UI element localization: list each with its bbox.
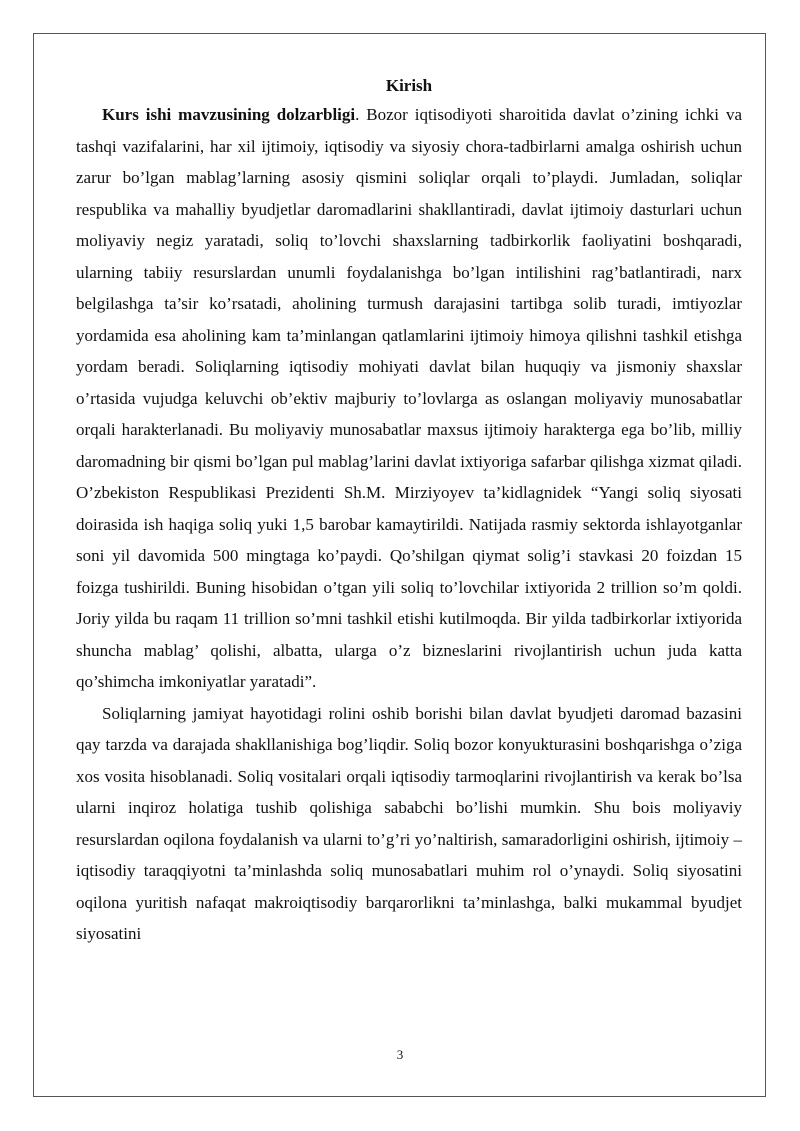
paragraph-1-text: . Bozor iqtisodiyoti sharoitida davlat o’zining ichki va tashqi vazifalarini, har xil ijtimoiy, iqtisodiy va siyosiy chora-tadbirlarni amalga oshirish uchun zarur bo’lgan mablag’larning asosiy qismini soliqlar orqali to’playdi. Jumladan, soliqlar respublika va mahalliy byudjetlar daromadlarini shakllantiradi, davlat ijtimoiy dasturlari uchun moliyaviy negiz yaratadi, soliq to’lovchi shaxslarning tadbirkorlik faoliyatini boshqaradi, ularning tabiiy resurslardan unumli foydalanishga bo’lgan intilishini rag’batlantiradi, narx belgilashga ta’sir ko’rsatadi, aholining turmush darajasini tartibga solib turadi, imtiyozlar yordamida esa aholining kam ta’minlangan qatlamlarini ijtimoiy himoya qilishni tashkil etishga yordam beradi. Soliqlarning iqtisodiy mohiyati davlat bilan huquqiy va jismoniy shaxslar o’rtasida vujudga keluvchi ob’ektiv majburiy to’lovlarga as oslangan moliyaviy munosabatlar orqali harakterlanadi. Bu moliyaviy munosabatlar maxsus ijtimoiy harakterga ega bo’lib, milliy daromadning bir qismi bo’lgan pul mablag’larini davlat ixtiyoriga safarbar qilishga xizmat qiladi. O’zbekiston Respublikasi Prezidenti Sh.M. Mirziyoyev ta’kidlagnidek “Yangi soliq siyosati doirasida ish haqiga soliq yuki 1,5 barobar kamaytirildi. Natijada rasmiy sektorda ishlayotganlar soni yil davomida 500 mingtaga ko’paydi. Qo’shilgan qiymat solig’i stavkasi 20 foizdan 15 foizga tushirildi. Buning hisobidan o’tgan yili soliq to’lovchilar ixtiyorida 2 trillion so’m qoldi. Joriy yilda bu raqam 11 trillion so’mni tashkil etishi kutilmoqda. Bir yilda tadbirkorlar ixtiyorida shuncha mablag’ qolishi, albatta, ularga o’z bizneslarini rivojlantirish uchun juda katta qo’shimcha imkoniyatlar yaratadi”. xyxy=(76,105,742,691)
paragraph-1-lead: Kurs ishi mavzusining dolzarbligi xyxy=(102,105,356,124)
page-number: 3 xyxy=(396,1047,404,1062)
paragraph-1 xyxy=(76,99,742,698)
paragraph-2-text: Soliqlarning jamiyat hayotidagi rolini oshib borishi bilan davlat byudjeti daromad bazasini qay tarzda va darajada shakllanishiga bog’liqdir. Soliq bozor konyukturasini boshqarishga o’ziga xos vosita hisoblanadi. Soliq vositalari orqali iqtisodiy tarmoqlarini rivojlantirish va kerak bo’lsa ularni inqiroz holatiga tushib qolishiga sababchi bo’lishi mumkin. Shu bois moliyaviy resurslardan oqilona foydalanish va ularni to’g’ri yo’naltirish, samaradorligini oshirish, ijtimoiy – iqtisodiy taraqqiyotni ta’minlashda soliq munosabatlari muhim rol o’ynaydi. Soliq siyosatini oqilona yuritish nafaqat makroiqtisodiy barqarorlikni ta’minlashga, balki mukammal byudjet siyosatini xyxy=(76,703,742,943)
section-heading: Kirish xyxy=(385,76,433,95)
document-body xyxy=(76,73,742,950)
paragraph-2 xyxy=(76,698,742,950)
